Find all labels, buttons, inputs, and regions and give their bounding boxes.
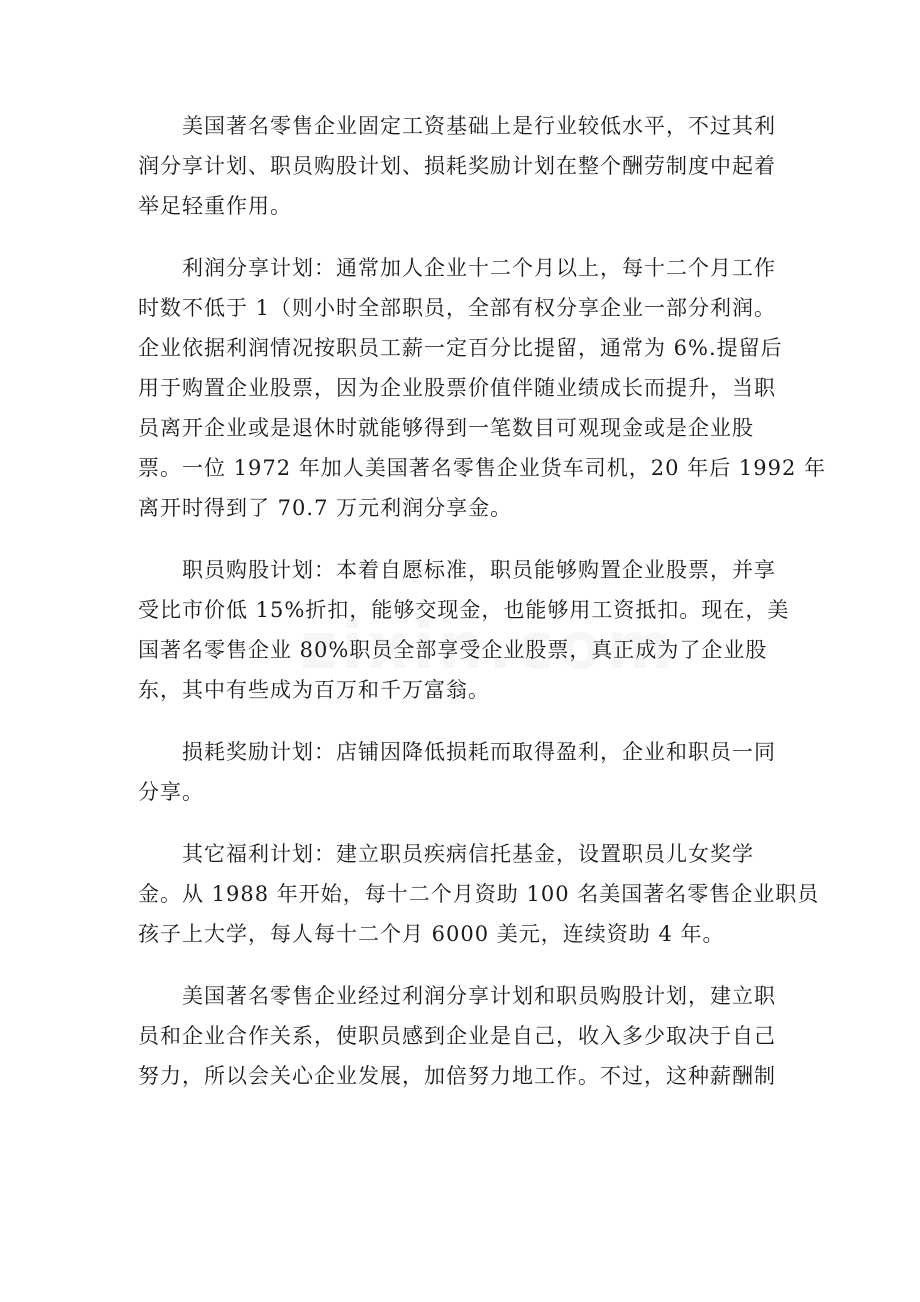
- paragraph-line: 利润分享计划：通常加人企业十二个月以上，每十二个月工作: [182, 256, 776, 280]
- paragraph: [138, 834, 820, 954]
- paragraph-line: 用于购置企业股票，因为企业股票价值伴随业绩成长而提升，当职: [138, 376, 776, 400]
- paragraph-line: 时数不低于 1（则小时全部职员，全部有权分享企业一部分利润。: [138, 296, 777, 320]
- document-body: [138, 106, 826, 1118]
- paragraph-line: 东，其中有些成为百万和千万富翁。: [138, 678, 490, 702]
- paragraph: [138, 732, 778, 812]
- paragraph-line: 损耗奖励计划：店铺因降低损耗而取得盈利，企业和职员一同: [182, 740, 776, 764]
- paragraph-line: 美国著名零售企业固定工资基础上是行业较低水平，不过其利: [182, 114, 776, 138]
- paragraph: [138, 106, 778, 226]
- paragraph: [138, 550, 790, 710]
- paragraph-line: 离开时得到了 70.7 万元利润分享金。: [138, 496, 513, 520]
- paragraph-line: 分享。: [138, 780, 204, 804]
- paragraph-line: 职员购股计划：本着自愿标准，职员能够购置企业股票，并享: [182, 558, 776, 582]
- paragraph-line: 票。一位 1972 年加人美国著名零售企业货车司机，20 年后 1992 年: [138, 456, 826, 480]
- paragraph-line: 金。从 1988 年开始，每十二个月资助 100 名美国著名零售企业职员: [138, 882, 820, 906]
- paragraph-line: 努力，所以会关心企业发展，加倍努力地工作。不过，这种薪酬制: [138, 1064, 776, 1088]
- paragraph-line: 美国著名零售企业经过利润分享计划和职员购股计划，建立职: [182, 984, 776, 1008]
- paragraph-line: 受比市价低 15%折扣，能够交现金，也能够用工资抵扣。现在，美: [138, 598, 790, 622]
- paragraph-line: 员和企业合作关系，使职员感到企业是自己，收入多少取决于自己: [138, 1024, 776, 1048]
- paragraph-line: 举足轻重作用。: [138, 194, 292, 218]
- paragraph-line: 孩子上大学，每人每十二个月 6000 美元，连续资助 4 年。: [138, 922, 725, 946]
- paragraph: [138, 248, 826, 528]
- paragraph-line: 润分享计划、职员购股计划、损耗奖励计划在整个酬劳制度中起着: [138, 154, 776, 178]
- paragraph: [138, 976, 778, 1096]
- paragraph-line: 员离开企业或是退休时就能够得到一笔数目可观现金或是企业股: [138, 416, 754, 440]
- paragraph-line: 其它福利计划：建立职员疾病信托基金，设置职员儿女奖学: [182, 842, 754, 866]
- paragraph-line: 企业依据利润情况按职员工薪一定百分比提留，通常为 6%.提留后: [138, 336, 783, 360]
- paragraph-line: 国著名零售企业 80%职员全部享受企业股票，真正成为了企业股: [138, 638, 768, 662]
